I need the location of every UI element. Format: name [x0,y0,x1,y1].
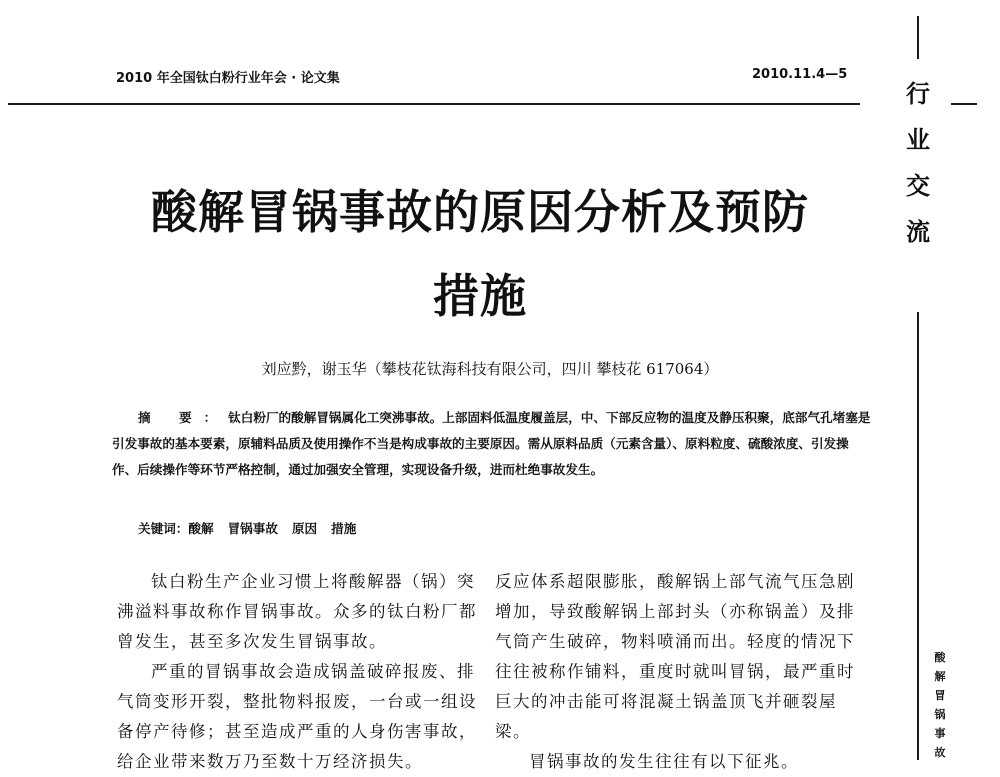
side-rule-vertical [917,312,919,760]
running-title-char: 故 [934,746,946,759]
running-title-char: 锅 [934,708,946,721]
keyword: 措施 [331,521,357,536]
conference-date: 2010.11.4—5 [752,67,848,82]
title-line-2: 措施 [433,269,527,323]
keywords [138,518,370,537]
side-rule-top [917,16,919,59]
keywords-label: 关键词： [138,521,189,536]
body-column-right [495,567,863,777]
proceedings-header: 2010 年全国钛白粉行业年会 · 论文集 [116,71,340,86]
section-label [896,78,940,248]
abstract-label: 摘 要： [138,410,229,425]
body-paragraph: 冒锅事故的发生往往有以下征兆。 [529,752,799,771]
header-rule [8,103,860,105]
body-column-left [117,567,479,777]
section-label-char: 流 [906,218,930,246]
running-title-char: 冒 [934,689,946,702]
keyword: 原因 [291,521,318,536]
running-title-char: 事 [934,727,946,740]
section-label-char: 行 [906,80,930,108]
keyword: 冒锅事故 [227,521,278,536]
section-label-char: 交 [906,172,930,200]
abstract [112,405,872,483]
running-title-char: 酸 [934,651,946,664]
article-title [100,170,860,338]
title-line-1: 酸解冒锅事故的原因分析及预防 [151,185,809,239]
running-title-char: 解 [934,670,946,683]
section-label-char: 业 [906,126,930,154]
vertical-running-title [928,648,952,762]
body-paragraph: 反应体系超限膨胀，酸解锅上部气流气压急剧增加，导致酸解锅上部封头（亦称锅盖）及排气筒产生破碎，物料喷涌而出。轻度的情况下往往被称作铺料，重度时就叫冒锅，最严重时巨大的冲击能可将混凝土锅盖顶飞并砸裂屋梁。 [495,572,855,741]
body-paragraph: 钛白粉生产企业习惯上将酸解器（锅）突沸溢料事故称作冒锅事故。众多的钛白粉厂都曾发生，甚至多次发生冒锅事故。 [117,572,477,651]
abstract-text: 钛白粉厂的酸解冒锅属化工突沸事故。上部固料低温度履盖层，中、下部反应物的温度及静压积聚，底部气孔堵塞是引发事故的基本要素，原辅料品质及使用操作不当是构成事故的主要原因。需从原料品质（元素含量）、原料粒度、硫酸浓度、引发操作、后续操作等环节严格控制，通过加强安全管理，实现设备升级，进而杜绝事故发生。 [112,410,871,477]
side-rule-short [951,103,977,105]
author-affiliation: 刘应黔，谢玉华（攀枝花钛海科技有限公司，四川 攀枝花 617064） [261,360,719,378]
body-paragraph: 严重的冒锅事故会造成锅盖破碎报废、排气筒变形开裂，整批物料报废，一台或一组设备停产待修；甚至造成严重的人身伤害事故，给企业带来数万乃至数十万经济损失。 [117,662,477,771]
keyword: 酸解 [188,521,214,536]
